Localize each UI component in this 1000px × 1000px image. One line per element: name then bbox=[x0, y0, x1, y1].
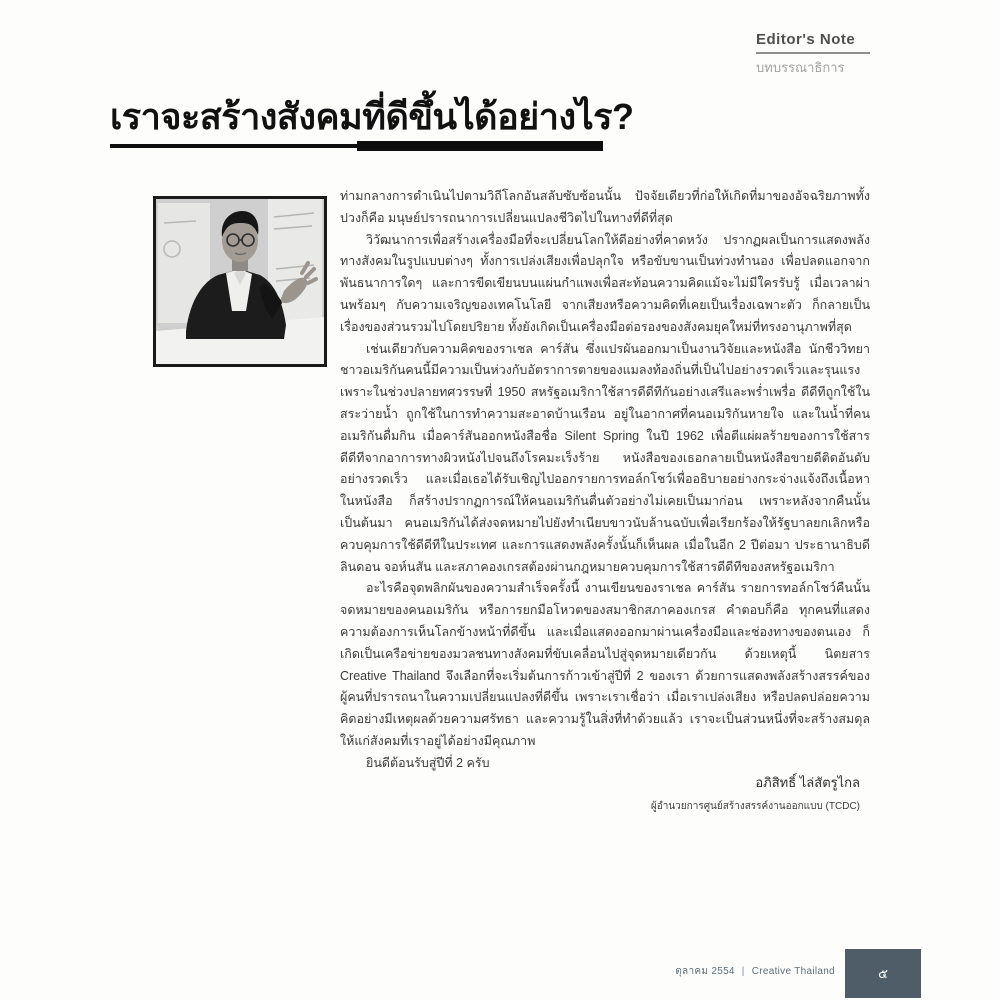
closing-line: ยินดีต้อนรับสู่ปีที่ 2 ครับ bbox=[366, 755, 490, 770]
signature-block bbox=[500, 772, 860, 814]
footer-line bbox=[535, 964, 835, 979]
headline-rule-thin bbox=[110, 144, 357, 148]
page-title: เราจะสร้างสังคมที่ดีขึ้นได้อย่างไร? bbox=[110, 96, 634, 137]
header-underline bbox=[756, 52, 870, 54]
section-title-thai: บทบรรณาธิการ bbox=[756, 60, 845, 75]
editor-photo-illustration bbox=[156, 199, 324, 364]
editor-photo bbox=[153, 196, 327, 367]
page-number-box bbox=[845, 949, 921, 998]
section-title-english: Editor's Note bbox=[756, 31, 856, 48]
author-title: ผู้อำนวยการศูนย์สร้างสรรค์งานออกแบบ (TCDC) bbox=[650, 801, 860, 812]
footer-issue-date: ตุลาคม 2554 bbox=[675, 966, 735, 977]
headline-rule-thick bbox=[357, 141, 603, 151]
footer-separator: | bbox=[741, 966, 745, 977]
section-header bbox=[756, 31, 916, 48]
author-name: อภิสิทธิ์ ไล่สัตรูไกล bbox=[755, 775, 860, 790]
page-number: ๕ bbox=[878, 966, 888, 981]
footer-magazine-name: Creative Thailand bbox=[751, 966, 835, 977]
paragraph-4: อะไรคือจุดพลิกผันของความสำเร็จครั้งนี้ งานเขียนของราเชล คาร์สัน รายการทอล์กโชว์คืนนั้น จดหมายของคนอเมริกัน หรือการยกมือโหวตของสมาชิกสภาคองเกรส คำตอบก็คือ ทุกคนที่แสดงความต้องการเห็นโลกข้างหน้าที่ดีขึ้น และเมื่อแสดงออกมาผ่านเครื่องมือและช่องทางของตนเอง ก็เกิดเป็นเครือข่ายของมวลชนทางสังคมที่ขับเคลื่อนไปสู่จุดหมายเดียวกัน ด้วยเหตุนี้ นิตยสาร Creative Thailand จึงเลือกที่จะเริ่มต้นการก้าวเข้าสู่ปีที่ 2 ของเรา ด้วยการแสดงพลังสร้างสรรค์ของผู้คนที่ปรารถนาในความเปลี่ยนแปลงที่ดีขึ้น เพราะเราเชื่อว่า เมื่อเราเปล่งเสียง หรือปลดปล่อยความคิดอย่างมีเหตุผลด้วยความศรัทธา และความรู้ในสิ่งที่ทำด้วยแล้ว เราจะเป็นส่วนหนึ่งที่จะสร้างสมดุลให้แก่สังคมที่เราอยู่ได้อย่างมีคุณภาพ bbox=[340, 581, 870, 748]
paragraph-3: เช่นเดียวกับความคิดของราเชล คาร์สัน ซึ่งแปรผันออกมาเป็นงานวิจัยและหนังสือ นักชีววิทยาชาวอเมริกันคนนี้มีความเป็นห่วงกับอัตราการตายของแมลงท้องถิ่นที่เป็นไปอย่างรวดเร็วและรุนแรง เพราะในช่วงปลายทศวรรษที่ 1950 สหรัฐอเมริกาใช้สารดีดีทีกันอย่างเสรีและพร่ำเพรื่อ ดีดีทีถูกใช้ในสระว่ายน้ำ ถูกใช้ในการทำความสะอาดบ้านเรือน อยู่ในอากาศที่คนอเมริกันหายใจ และในน้ำที่คนอเมริกันดื่มกิน เมื่อคาร์สันออกหนังสือชื่อ Silent Spring ในปี 1962 เพื่อตีแผ่ผลร้ายของการใช้สารดีดีทีจากอาการทางผิวหนังไปจนถึงโรคมะเร็งร้าย หนังสือของเธอกลายเป็นหนังสือขายดีติดอันดับอย่างรวดเร็ว และเมื่อเธอได้รับเชิญไปออกรายการทอล์กโชว์เพื่ออธิบายอย่างกระจ่างแจ้งถึงเนื้อหาในหนังสือ ก็สร้างปรากฏการณ์ให้คนอเมริกันตื่นตัวอย่างไม่เคยเป็นมาก่อน เพราะหลังจากคืนนั้นเป็นต้นมา คนอเมริกันได้ส่งจดหมายไปยังทำเนียบขาวนับล้านฉบับเพื่อเรียกร้องให้รัฐบาลยกเลิกหรือควบคุมการใช้ดีดีทีในประเทศ และการแสดงพลังครั้งนั้นก็เห็นผล เมื่อในอีก 2 ปีต่อมา ประธานาธิบดีลินดอน จอห์นสัน และสภาคองเกรสต้องผ่านกฎหมายควบคุมการใช้สารดีดีทีของสหรัฐอเมริกา bbox=[340, 341, 870, 574]
article-body bbox=[340, 186, 870, 775]
paragraph-1: ท่ามกลางการดำเนินไปตามวิถีโลกอันสลับซับซ้อนนั้น ปัจจัยเดียวที่ก่อให้เกิดที่มาของอัจฉริยภาพทั้งปวงก็คือ มนุษย์ปรารถนาการเปลี่ยนแปลงชีวิตไปในทางที่ดีที่สุด bbox=[340, 189, 870, 225]
paragraph-2: วิวัฒนาการเพื่อสร้างเครื่องมือที่จะเปลี่ยนโลกให้ดีอย่างที่คาดหวัง ปรากฏผลเป็นการแสดงพลังทางสังคมในรูปแบบต่างๆ ทั้งการเปล่งเสียงเพื่อปลุกใจ หรือขับขานเป็นท่วงทำนอง เพื่อปลดแอกจากพันธนาการใดๆ และการขีดเขียนบนแผ่นกำแพงเพื่อสะท้อนความคิดแม้จะไม่มีใครรับรู้ เมื่อเวลาผ่านพร้อมๆ กับความเจริญของเทคโนโลยี จากเสียงหรือความคิดที่เคยเป็นเรื่องเฉพาะตัว ก็กลายเป็นเรื่องของส่วนรวมไปโดยปริยาย ทั้งยังเกิดเป็นเครื่องมือต่อรองของสังคมยุคใหม่ที่ทรงอานุภาพที่สุด bbox=[340, 232, 870, 334]
